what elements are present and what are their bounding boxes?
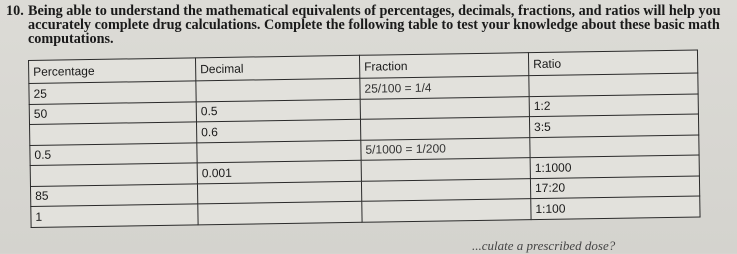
cell-decimal[interactable]: 0.001 xyxy=(197,160,361,183)
cell-fraction[interactable] xyxy=(362,199,531,222)
cell-fraction[interactable] xyxy=(361,178,530,201)
header-fraction: Fraction xyxy=(359,53,528,79)
cell-ratio[interactable]: 1:100 xyxy=(531,196,700,219)
cell-ratio[interactable]: 1:1000 xyxy=(530,155,699,178)
cell-fraction[interactable]: 5/1000 = 1/200 xyxy=(361,137,530,160)
cell-decimal[interactable] xyxy=(197,140,361,163)
cell-ratio[interactable] xyxy=(529,73,698,96)
cell-ratio[interactable]: 3:5 xyxy=(529,114,698,137)
cell-percentage[interactable]: 0.5 xyxy=(30,142,197,165)
cell-decimal[interactable]: 0.6 xyxy=(196,119,360,142)
cell-percentage[interactable] xyxy=(30,122,197,145)
cell-fraction[interactable] xyxy=(360,117,529,140)
cell-percentage[interactable]: 50 xyxy=(29,101,196,124)
next-question-fragment: ...culate a prescribed dose? xyxy=(472,238,616,253)
header-ratio: Ratio xyxy=(528,50,697,76)
cell-decimal[interactable] xyxy=(198,201,362,224)
cell-percentage[interactable] xyxy=(30,163,197,186)
cell-decimal[interactable] xyxy=(196,78,360,101)
cell-fraction[interactable] xyxy=(361,158,530,181)
question-text xyxy=(28,4,728,46)
cell-decimal[interactable]: 0.5 xyxy=(196,99,360,122)
question-number: 10. xyxy=(6,3,24,19)
header-decimal: Decimal xyxy=(195,55,359,81)
question-line-1: Being able to understand the mathematical equivalents of percentages, decimals, fractions, and ratios will help you xyxy=(28,3,721,19)
cell-percentage[interactable]: 25 xyxy=(29,81,196,104)
cell-fraction[interactable]: 25/100 = 1/4 xyxy=(360,76,529,99)
question-line-3: computations. xyxy=(28,31,114,47)
cell-decimal[interactable] xyxy=(197,181,361,204)
cell-percentage[interactable]: 1 xyxy=(31,204,198,227)
conversion-table xyxy=(28,49,701,227)
cell-ratio[interactable] xyxy=(530,134,699,157)
cell-fraction[interactable] xyxy=(360,96,529,119)
cell-percentage[interactable]: 85 xyxy=(30,183,197,206)
question-line-2: accurately complete drug calculations. Complete the following table to test your knowledge about these basic math xyxy=(28,17,720,33)
header-percentage: Percentage xyxy=(29,58,196,84)
cell-ratio[interactable]: 17:20 xyxy=(530,175,699,198)
cell-ratio[interactable]: 1:2 xyxy=(529,93,698,116)
